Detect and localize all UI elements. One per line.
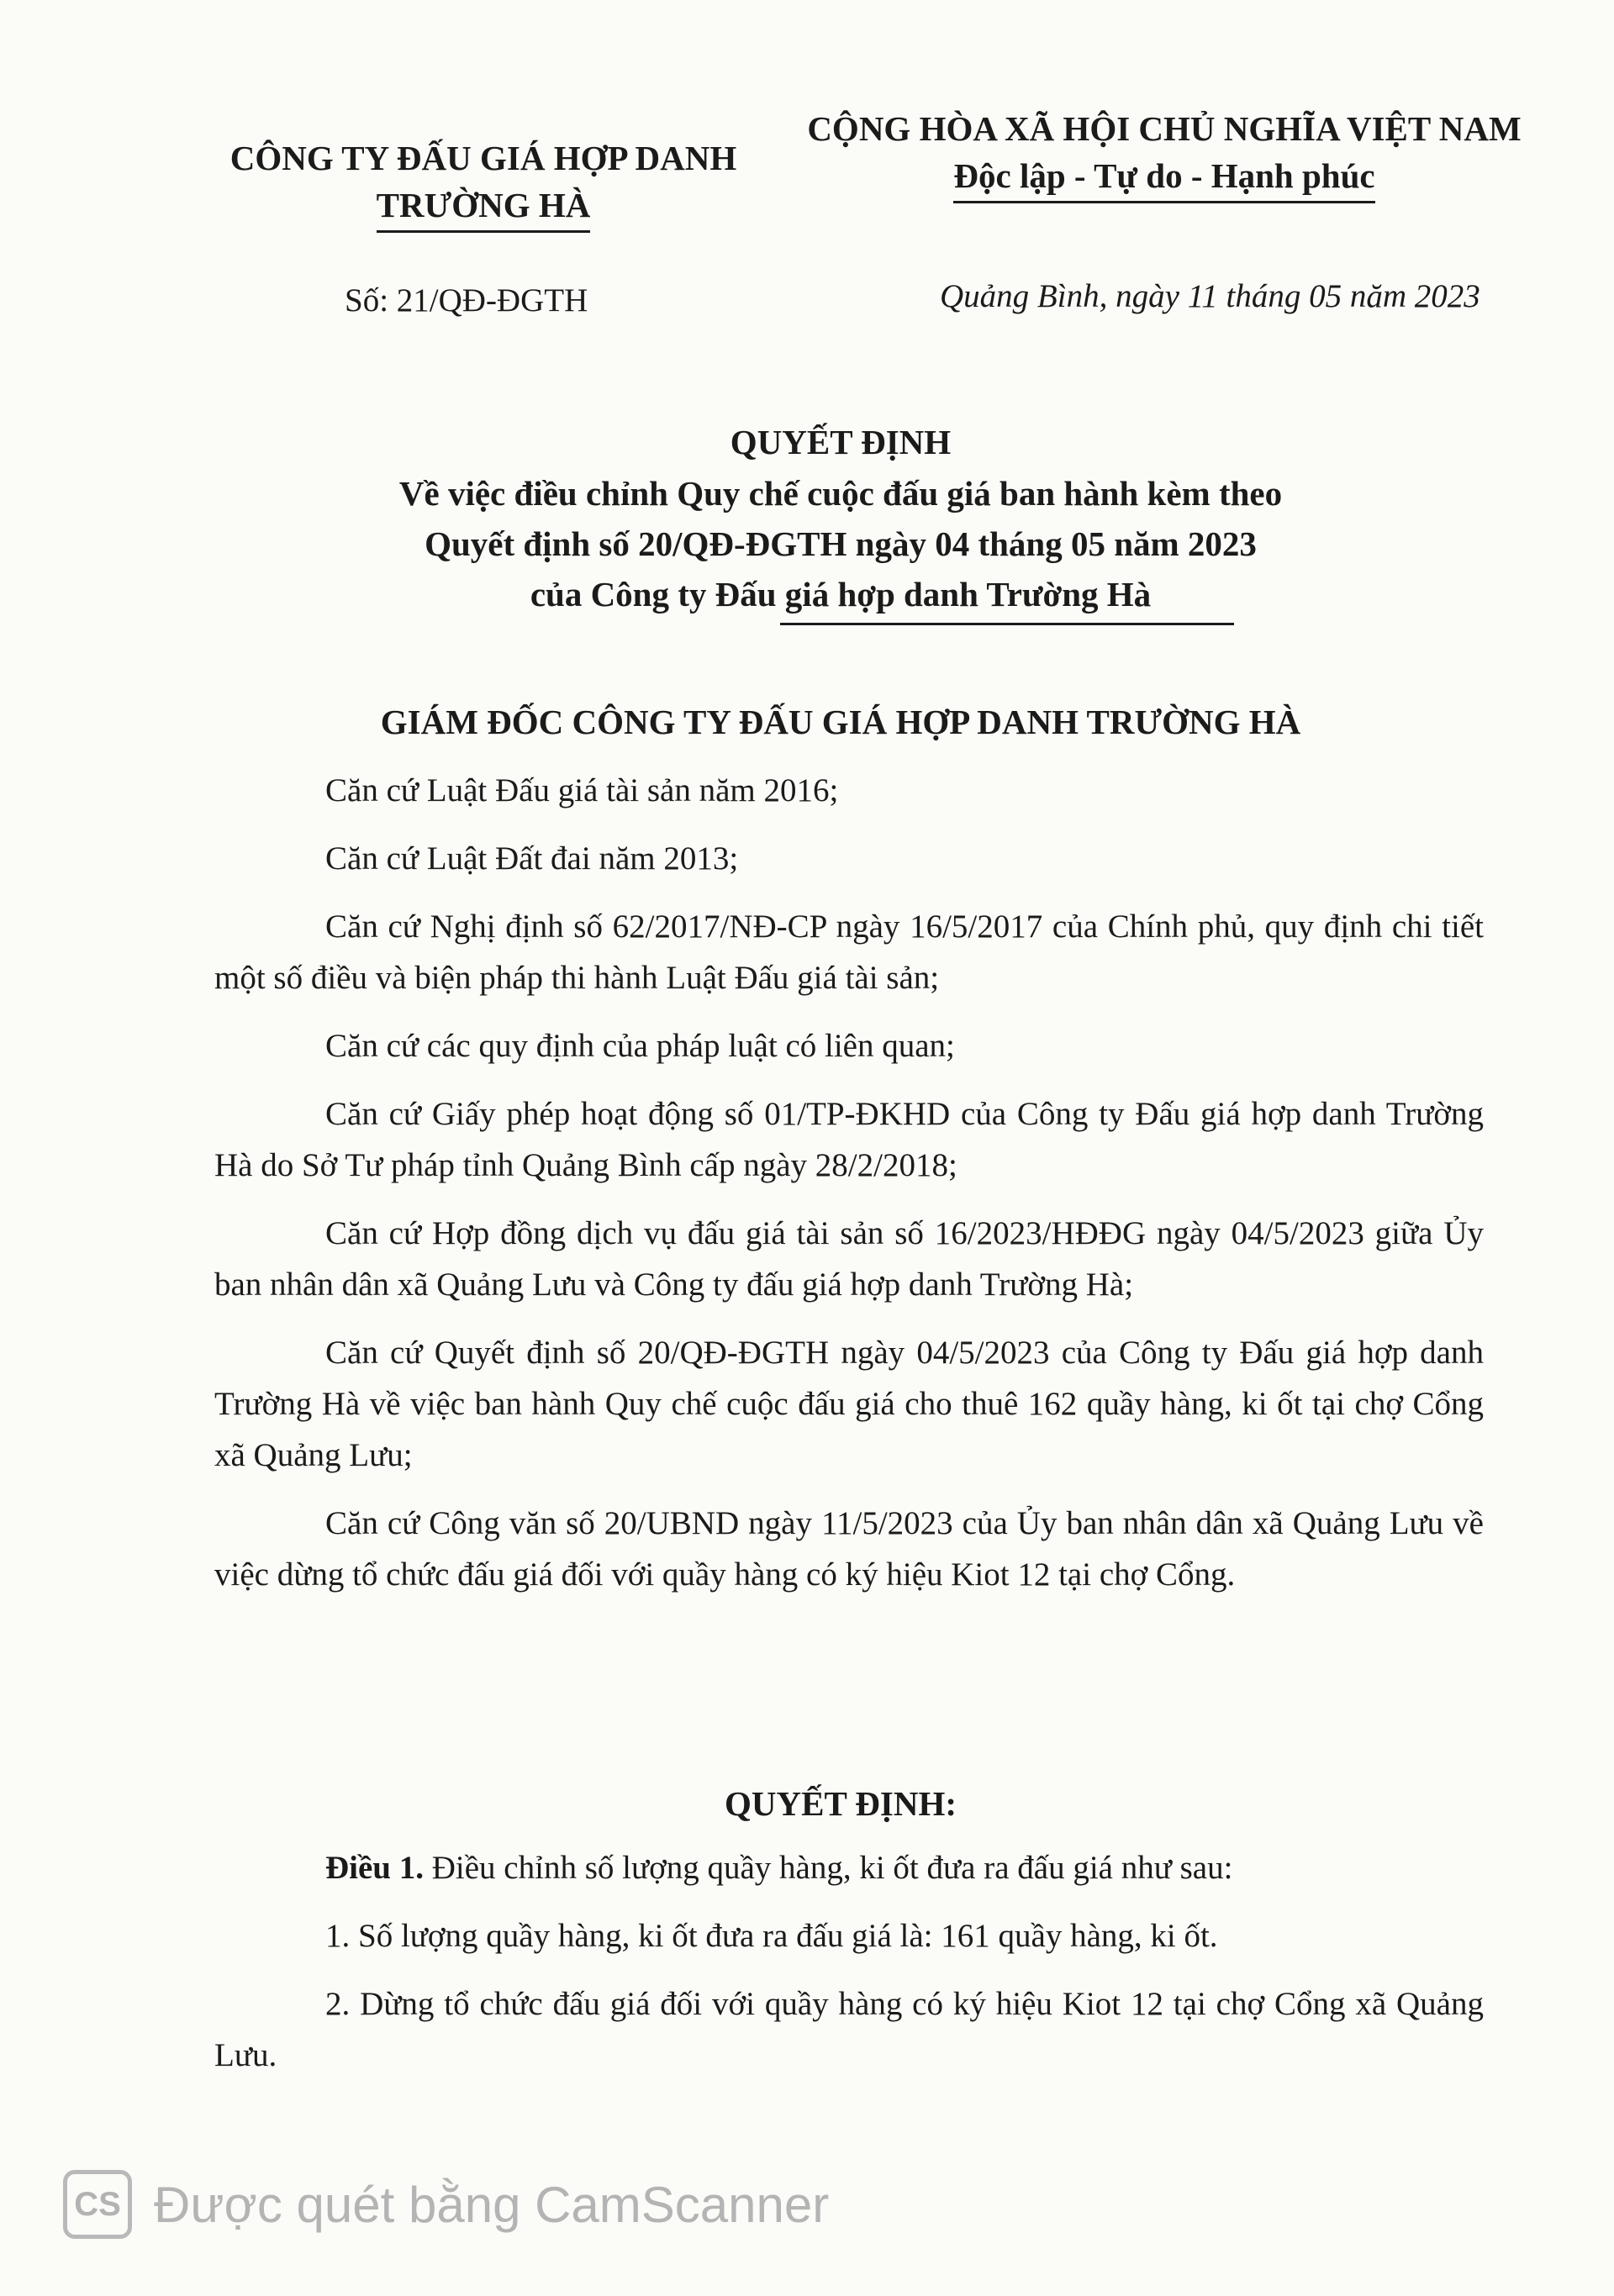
article-1 xyxy=(214,1842,1484,2098)
article-1-item-2: 2. Dừng tổ chức đấu giá đối với quầy hàng có ký hiệu Kiot 12 tại chợ Cổng xã Quảng Lưu. xyxy=(214,1986,1484,2073)
legal-bases xyxy=(214,765,1484,1617)
document-title-block xyxy=(252,416,1429,625)
camscanner-logo-icon: CS xyxy=(63,2170,132,2239)
national-title: CỘNG HÒA XÃ HỘI CHỦ NGHĨA VIỆT NAM xyxy=(807,109,1522,148)
document-subject-line2: Quyết định số 20/QĐ-ĐGTH ngày 04 tháng 05 năm 2023 xyxy=(425,524,1257,563)
title-divider xyxy=(780,623,1234,625)
article-1-heading xyxy=(214,1842,1484,1893)
article-1-item-1: 1. Số lượng quầy hàng, ki ốt đưa ra đấu giá là: 161 quầy hàng, ki ốt. xyxy=(325,1918,1218,1954)
organization-header xyxy=(214,134,752,233)
document-number: Số: 21/QĐ-ĐGTH xyxy=(345,282,588,319)
legal-basis-item: Căn cứ Công văn số 20/UBND ngày 11/5/2023 của Ủy ban nhân dân xã Quảng Lưu về việc dừng tổ chức đấu giá đối với quầy hàng có ký hiệu Kiot 12 tại chợ Cổng. xyxy=(214,1505,1484,1593)
legal-basis-item: Căn cứ Giấy phép hoạt động số 01/TP-ĐKHD của Công ty Đấu giá hợp danh Trường Hà do Sở Tư pháp tỉnh Quảng Bình cấp ngày 28/2/2018; xyxy=(214,1096,1484,1183)
national-header xyxy=(769,105,1559,203)
issuing-authority: GIÁM ĐỐC CÔNG TY ĐẤU GIÁ HỢP DANH TRƯỜNG HÀ xyxy=(380,703,1301,741)
legal-basis-item: Căn cứ Luật Đấu giá tài sản năm 2016; xyxy=(325,772,839,808)
document-subject-line1: Về việc điều chỉnh Quy chế cuộc đấu giá ban hành kèm theo xyxy=(398,474,1283,513)
legal-basis-item: Căn cứ các quy định của pháp luật có liên quan; xyxy=(325,1028,955,1064)
legal-basis-item: Căn cứ Quyết định số 20/QĐ-ĐGTH ngày 04/5/2023 của Công ty Đấu giá hợp danh Trường Hà về việc ban hành Quy chế cuộc đấu giá cho thuê 162 quầy hàng, ki ốt tại chợ Cổng xã Quảng Lưu; xyxy=(214,1335,1484,1473)
place-and-date: Quảng Bình, ngày 11 tháng 05 năm 2023 xyxy=(940,278,1480,314)
organization-name-line2: TRƯỜNG HÀ xyxy=(377,182,591,233)
national-motto: Độc lập - Tự do - Hạnh phúc xyxy=(953,152,1374,203)
document-title: QUYẾT ĐỊNH xyxy=(730,423,952,461)
article-1-label: Điều 1. xyxy=(325,1850,424,1886)
legal-basis-item: Căn cứ Nghị định số 62/2017/NĐ-CP ngày 16/5/2017 của Chính phủ, quy định chi tiết một số điều và biện pháp thi hành Luật Đấu giá tài sản; xyxy=(214,908,1484,996)
document-subject-line3: của Công ty Đấu giá hợp danh Trường Hà xyxy=(530,575,1152,613)
organization-name-line1: CÔNG TY ĐẤU GIÁ HỢP DANH xyxy=(229,139,737,177)
decision-heading: QUYẾT ĐỊNH: xyxy=(724,1784,957,1823)
camscanner-watermark xyxy=(63,2167,829,2242)
camscanner-watermark-text: Được quét bằng CamScanner xyxy=(154,2176,830,2233)
legal-basis-item: Căn cứ Hợp đồng dịch vụ đấu giá tài sản số 16/2023/HĐĐG ngày 04/5/2023 giữa Ủy ban nhân dân xã Quảng Lưu và Công ty đấu giá hợp danh Trường Hà; xyxy=(214,1215,1484,1303)
article-1-text: Điều chỉnh số lượng quầy hàng, ki ốt đưa ra đấu giá như sau: xyxy=(424,1850,1233,1886)
legal-basis-item: Căn cứ Luật Đất đai năm 2013; xyxy=(325,840,739,877)
